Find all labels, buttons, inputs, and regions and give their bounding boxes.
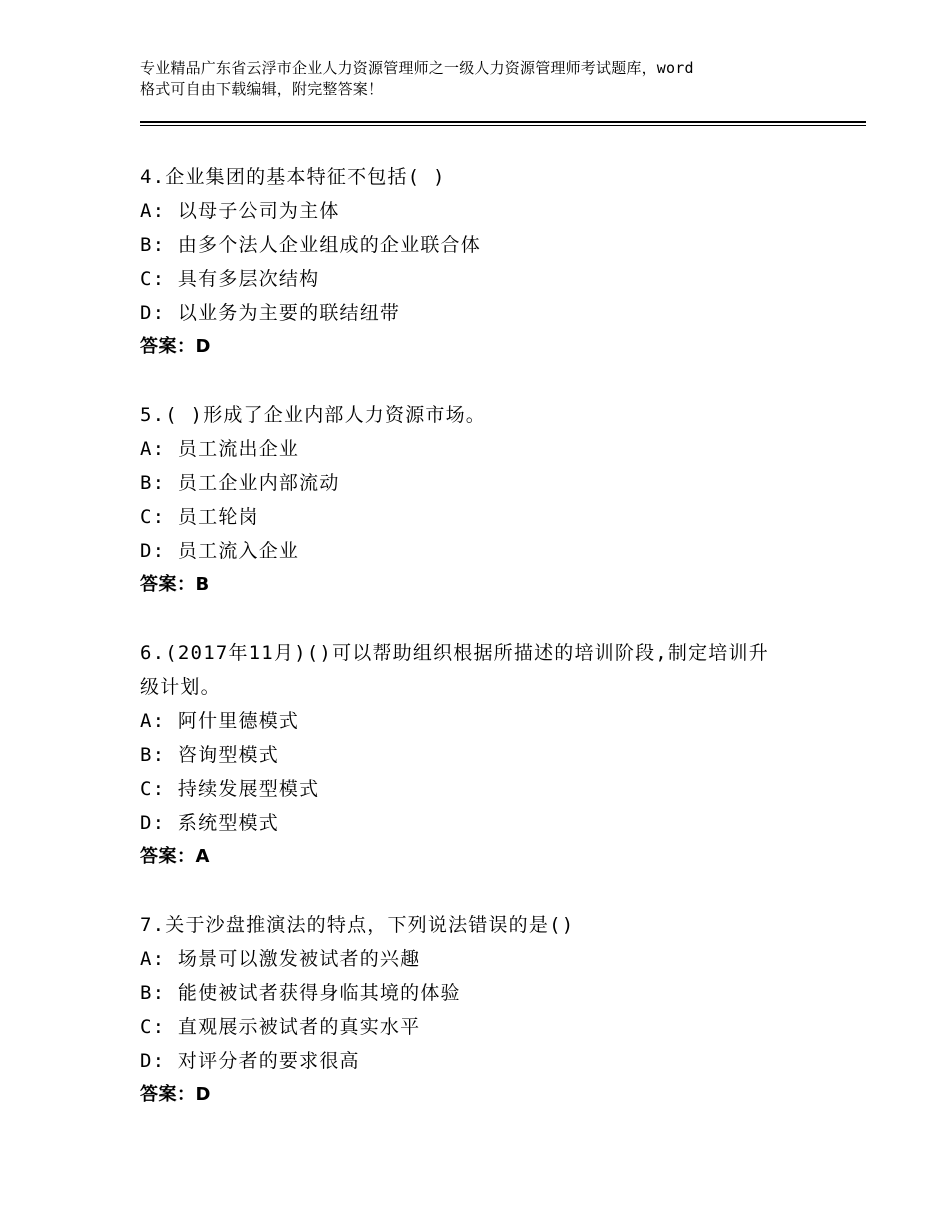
option-b: B: 咨询型模式 xyxy=(140,744,279,766)
header-line-1: 专业精品广东省云浮市企业人力资源管理师之一级人力资源管理师考试题库，word xyxy=(140,59,694,77)
question-list xyxy=(140,160,860,1146)
option-c: C: 直观展示被试者的真实水平 xyxy=(140,1016,421,1038)
answer-label: 答案：B xyxy=(140,574,210,595)
option-b: B: 能使被试者获得身临其境的体验 xyxy=(140,982,461,1004)
question-7 xyxy=(140,908,860,1112)
document-header xyxy=(140,58,840,100)
header-divider-thin xyxy=(140,125,866,126)
option-d: D: 员工流入企业 xyxy=(140,540,300,562)
option-a: A: 场景可以激发被试者的兴趣 xyxy=(140,948,421,970)
header-line-2: 格式可自由下载编辑，附完整答案！ xyxy=(140,80,384,98)
question-stem-line-2: 级计划。 xyxy=(140,676,221,698)
question-stem: 5.( )形成了企业内部人力资源市场。 xyxy=(140,404,486,426)
option-d: D: 以业务为主要的联结纽带 xyxy=(140,302,401,324)
option-b: B: 员工企业内部流动 xyxy=(140,472,340,494)
question-stem: 7.关于沙盘推演法的特点，下列说法错误的是() xyxy=(140,914,575,936)
option-a: A: 员工流出企业 xyxy=(140,438,300,460)
header-divider-thick xyxy=(140,121,866,123)
option-c: C: 具有多层次结构 xyxy=(140,268,320,290)
answer-label: 答案：A xyxy=(140,846,210,867)
option-d: D: 对评分者的要求很高 xyxy=(140,1050,360,1072)
question-5 xyxy=(140,398,860,602)
question-stem: 4.企业集团的基本特征不包括( ) xyxy=(140,166,446,188)
option-a: A: 以母子公司为主体 xyxy=(140,200,340,222)
answer-label: 答案：D xyxy=(140,336,211,357)
option-b: B: 由多个法人企业组成的企业联合体 xyxy=(140,234,481,256)
answer-label: 答案：D xyxy=(140,1084,211,1105)
option-c: C: 持续发展型模式 xyxy=(140,778,320,800)
question-stem-line-1: 6.(2017年11月)()可以帮助组织根据所描述的培训阶段,制定培训升 xyxy=(140,642,769,664)
option-d: D: 系统型模式 xyxy=(140,812,279,834)
option-a: A: 阿什里德模式 xyxy=(140,710,300,732)
option-c: C: 员工轮岗 xyxy=(140,506,259,528)
question-6 xyxy=(140,636,860,874)
question-4 xyxy=(140,160,860,364)
